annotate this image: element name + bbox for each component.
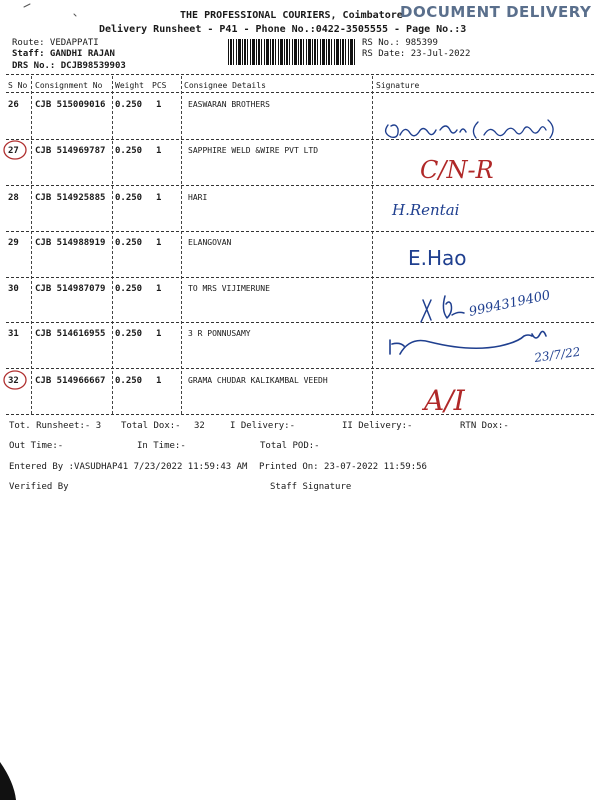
staff-signature: Staff Signature bbox=[270, 482, 352, 492]
row-consignee: EASWARAN BROTHERS bbox=[188, 100, 270, 109]
handwritten-hari-signature: H.Rentai bbox=[392, 201, 460, 219]
barcode-image bbox=[228, 39, 356, 65]
row-pcs: 1 bbox=[156, 376, 162, 386]
row-sno: 27 bbox=[8, 146, 19, 156]
row-rule bbox=[6, 139, 594, 140]
drs-number: DRS No.: DCJB98539903 bbox=[12, 61, 126, 71]
row-weight: 0.250 bbox=[115, 329, 143, 339]
row-consignment: CJB 514966667 bbox=[35, 376, 106, 386]
row-rule bbox=[6, 185, 594, 186]
row-consignee: TO MRS VIJIMERUNE bbox=[188, 284, 270, 293]
row-consignee: ELANGOVAN bbox=[188, 238, 232, 247]
staff-label: Staff: GANDHI RAJAN bbox=[12, 49, 115, 59]
row-consignment: CJB 515009016 bbox=[35, 100, 106, 110]
total-dox-label: Total Dox:- bbox=[121, 421, 181, 431]
handwritten-elangovan-signature: E.Hao bbox=[408, 246, 467, 270]
table-header-rule bbox=[6, 92, 594, 93]
company-name: THE PROFESSIONAL COURIERS, Coimbatore bbox=[180, 10, 403, 21]
row-pcs: 1 bbox=[156, 238, 162, 248]
col-header-consignee: Consignee Details bbox=[184, 81, 266, 90]
document-delivery-stamp: DOCUMENT DELIVERY bbox=[400, 3, 592, 21]
row-weight: 0.250 bbox=[115, 238, 143, 248]
out-time: Out Time:- bbox=[9, 441, 64, 451]
scan-edge-shadow bbox=[0, 762, 16, 800]
verified-by: Verified By bbox=[9, 482, 69, 492]
entered-by: Entered By :VASUDHAP41 7/23/2022 11:59:43 AM bbox=[9, 462, 248, 472]
table-top-rule bbox=[6, 74, 594, 75]
row-rule bbox=[6, 231, 594, 232]
row-weight: 0.250 bbox=[115, 146, 143, 156]
runsheet-title: Delivery Runsheet - P41 - Phone No.:0422-3505555 - Page No.:3 bbox=[99, 24, 467, 35]
row-pcs: 1 bbox=[156, 193, 162, 203]
signature-row-26 bbox=[386, 120, 553, 138]
col-header-weight: Weight bbox=[115, 81, 144, 90]
row-weight: 0.250 bbox=[115, 100, 143, 110]
column-divider bbox=[372, 76, 373, 414]
column-divider bbox=[112, 76, 113, 414]
col-header-pcs: PCS bbox=[152, 81, 167, 90]
total-dox-value: 32 bbox=[194, 421, 205, 431]
rtn-dox: RTN Dox:- bbox=[460, 421, 509, 431]
row-rule bbox=[6, 322, 594, 323]
handwritten-date: 23/7/22 bbox=[533, 344, 582, 365]
route-label: Route: VEDAPPATI bbox=[12, 38, 99, 48]
row-consignment: CJB 514969787 bbox=[35, 146, 106, 156]
row-sno: 28 bbox=[8, 193, 19, 203]
table-bottom-rule bbox=[6, 414, 594, 415]
row-consignment: CJB 514988919 bbox=[35, 238, 106, 248]
row-sno: 32 bbox=[8, 376, 19, 386]
column-divider bbox=[31, 76, 32, 414]
handwritten-phone-number: 9994319400 bbox=[467, 288, 552, 320]
row-consignment: CJB 514925885 bbox=[35, 193, 106, 203]
row-consignee: HARI bbox=[188, 193, 208, 202]
row-pcs: 1 bbox=[156, 284, 162, 294]
row-rule bbox=[6, 277, 594, 278]
row-weight: 0.250 bbox=[115, 376, 143, 386]
col-header-sno: S No bbox=[8, 81, 28, 90]
row-sno: 29 bbox=[8, 238, 19, 248]
printed-on: Printed On: 23-07-2022 11:59:56 bbox=[259, 462, 427, 472]
handwritten-cnr: C/N-R bbox=[420, 156, 494, 184]
row-consignment: CJB 514987079 bbox=[35, 284, 106, 294]
row-consignee: 3 R PONNUSAMY bbox=[188, 329, 251, 338]
row-weight: 0.250 bbox=[115, 284, 143, 294]
row-consignment: CJB 514616955 bbox=[35, 329, 106, 339]
row-weight: 0.250 bbox=[115, 193, 143, 203]
row-sno: 30 bbox=[8, 284, 19, 294]
total-pod: Total POD:- bbox=[260, 441, 320, 451]
ii-delivery: II Delivery:- bbox=[342, 421, 413, 431]
stray-pen-mark bbox=[24, 4, 76, 16]
in-time: In Time:- bbox=[137, 441, 186, 451]
col-header-consignment: Consignment No bbox=[35, 81, 103, 90]
row-sno: 26 bbox=[8, 100, 19, 110]
signature-row-31 bbox=[390, 331, 546, 354]
rs-date: RS Date: 23-Jul-2022 bbox=[362, 49, 471, 59]
tot-runsheet: Tot. Runsheet:- 3 bbox=[9, 421, 102, 431]
i-delivery: I Delivery:- bbox=[230, 421, 296, 431]
row-consignee: GRAMA CHUDAR KALIKAMBAL VEEDH bbox=[188, 376, 328, 385]
row-pcs: 1 bbox=[156, 146, 162, 156]
column-divider bbox=[181, 76, 182, 414]
row-rule bbox=[6, 368, 594, 369]
col-header-signature: Signature bbox=[376, 81, 420, 90]
row-sno: 31 bbox=[8, 329, 19, 339]
signature-row-30 bbox=[421, 296, 464, 322]
handwritten-ai: A/I bbox=[424, 384, 465, 417]
row-pcs: 1 bbox=[156, 329, 162, 339]
row-consignee: SAPPHIRE WELD &WIRE PVT LTD bbox=[188, 146, 319, 155]
row-pcs: 1 bbox=[156, 100, 162, 110]
rs-number: RS No.: 985399 bbox=[362, 38, 438, 48]
